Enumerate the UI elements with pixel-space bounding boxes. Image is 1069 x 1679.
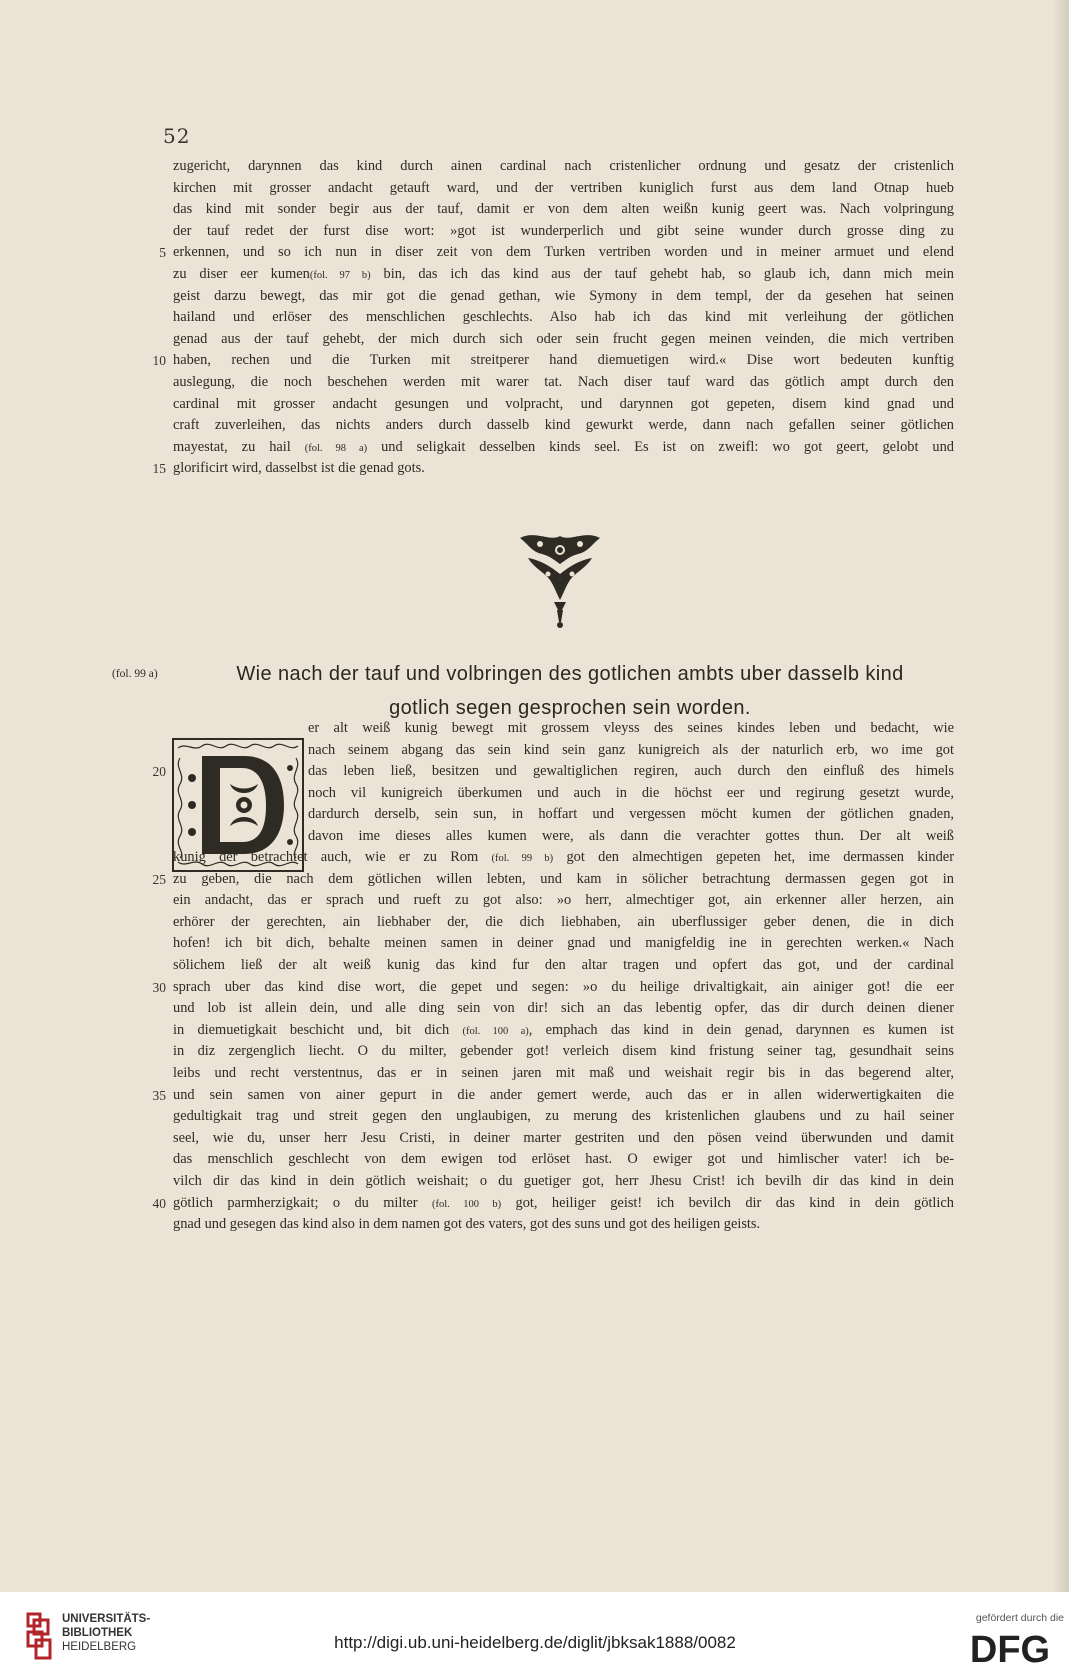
text-line <box>173 1195 954 1212</box>
text-line: gnad und gesegen das kind also in dem namen got des vaters, got des suns und got des heiligen geists. <box>173 1216 761 1233</box>
text-line: das leben ließ, besitzen und gewaltiglichen regiren, auch durch den einfluß des himels <box>308 763 954 780</box>
ub-name-line-1: UNIVERSITÄTS- <box>62 1613 151 1625</box>
folio-marker: (fol. 99 b) <box>491 853 554 864</box>
text-line: davon ime dieses alles kumen were, als dann die verachter gottes thun. Der alt weiß <box>308 828 954 844</box>
text-line: hofen! ich bit dich, behalte meinen samen in deiner gnad und manigfeldig ine in gerechten werken.« Nach <box>173 935 954 952</box>
text-line: erhörer der gerechten, ain liebhaber der, die dich liebhaben, ain uberflussiger geber denen, die in dich <box>173 913 954 930</box>
text-line: leibs und recht verstentnus, das er in seinen jaren mit maß und weishait regir bis in das begerend alter, <box>173 1065 954 1081</box>
line-number: 20 <box>152 764 166 780</box>
text-line: das menschlich geschlecht von dem ewigen tod erlöset hast. O ewiger got und himlischer vater! ich be- <box>173 1151 954 1168</box>
section-heading-line-1: Wie nach der tauf und volbringen des gotlichen ambts uber dasselb kind <box>236 663 904 685</box>
text-line: dardurch derselb, sein sun, in hoffart und vergessen möcht kumen der götlichen gnaden, <box>308 806 954 823</box>
heading-folio-marker: (fol. 99 a) <box>112 668 158 680</box>
page-number: 52 <box>163 124 191 148</box>
line-number: 25 <box>152 871 166 887</box>
text-line: und sein samen von ainer gepurt in die ander gemert werde, auch das er in allen widerwertigkaiten die <box>173 1086 954 1103</box>
text-line: kirchen mit grosser andacht getauft ward, und der vertriben kuniglich furst aus dem land Otnap hueb <box>173 179 954 196</box>
text-segment: mayestat, zu hail <box>173 438 305 455</box>
text-line: craft zuverleihen, das nichts anders durch dasselb kind gewurkt werde, dann nach gefallen seiner götlichen <box>173 417 954 434</box>
dropcap-letter: D <box>172 738 173 739</box>
section-heading-line-2: gotlich segen gesprochen sein worden. <box>389 697 751 719</box>
text-line: ein andacht, das er sprach und rueft zu got also: »o herr, almechtiger got, ain erkenner aller herzen, ain <box>173 892 954 909</box>
text-line: sprach uber das kind dise wort, die gepet und segen: »o du heilige drivaltigkait, ain ainiger got! die eer <box>173 978 954 995</box>
text-line: zugericht, darynnen das kind durch ainen cardinal nach cristenlicher ordnung und gesatz der cristenlich <box>173 158 954 174</box>
text-line: vilch dir das kind in dein götlich weishait; o du guetiger got, herr Jhesu Crist! ich bevilh dir das kind in dein <box>173 1173 954 1189</box>
line-number: 5 <box>159 245 166 261</box>
line-number: 30 <box>152 979 166 995</box>
text-segment: in diemuetigkait beschicht und, bit dich <box>173 1021 463 1038</box>
sponsor-label: gefördert durch die <box>975 1612 1064 1624</box>
text-line: seel, wie du, unser herr Jesu Cristi, in deiner marter gestriten und den pösen veind überwunden und damit <box>173 1129 954 1146</box>
folio-marker: (fol. 100 b) <box>432 1198 502 1210</box>
text-line: gedultigkait trag und streit gegen den unglaubigen, zu merung des kristenlichen glaubens und zu hail seiner <box>173 1108 954 1125</box>
text-line: in diz zergenglich liecht. O du milter, gebender got! verleich disem kind fristung seiner tag, gesundhait seins <box>173 1043 954 1060</box>
line-number: 40 <box>152 1195 166 1211</box>
text-line <box>173 849 954 866</box>
text-line: er alt weiß kunig bewegt mit grossem vleyss des seines kindes leben und bedacht, wie <box>308 720 954 736</box>
text-segment: got, heiliger geist! ich bevilch dir das kind in dein götlich <box>501 1194 954 1211</box>
text-line: hailand und erlöser des menschlichen geschlechts. Also hab ich das kind mit verleihung der götlichen <box>173 309 954 326</box>
text-line: zu geben, die nach dem götlichen willen lebten, und kam in sölicher betrachtung dermassen gegen got in <box>173 870 954 887</box>
text-line: cardinal mit grosser andacht gesungen und volpracht, und darynnen got gepeten, disem kind gnad und <box>173 395 954 412</box>
text-line: nach seinem abgang das sein kind sein ganz kunigreich als der naturlich erb, wo ime got <box>308 741 954 758</box>
line-number: 10 <box>152 353 166 369</box>
text-line <box>173 1022 954 1039</box>
text-line <box>173 439 954 456</box>
page-edge-shadow <box>1053 0 1069 1592</box>
ornament-vignette-icon <box>510 530 610 630</box>
folio-marker: (fol. 97 b) <box>309 270 371 281</box>
line-number: 35 <box>152 1087 166 1103</box>
permalink-url[interactable]: http://digi.ub.uni-heidelberg.de/diglit/jbksak1888/0082 <box>334 1633 736 1652</box>
ub-heidelberg-name[interactable] <box>62 1612 150 1654</box>
text-line: sölichem ließ der alt weiß kunig das kind fur den altar tragen und opfert das got, und der cardinal <box>173 957 954 973</box>
text-line: auslegung, die noch beschehen werden mit warer tat. Nach diser tauf ward das götlich ampt durch den <box>173 374 954 390</box>
folio-marker: (fol. 100 a) <box>462 1025 529 1037</box>
text-line: das kind mit sonder begir aus der tauf, damit er von dem alten weißn kunig geert was. Nach volpringung <box>173 201 954 218</box>
text-segment: kunig der betrachtet auch, wie er zu Rom <box>173 849 492 865</box>
ub-heidelberg-logo-icon[interactable] <box>24 1610 54 1662</box>
text-segment: götlich parmherzigkait; o du milter <box>173 1194 432 1211</box>
text-line: geist darzu bewegt, das mir got die genad gethan, wie Symony in dem templ, der da gesehen hat seinen <box>173 287 954 304</box>
text-line: noch vil kunigreich überkumen und auch in die höchst eer und regirung gesetzt wurde, <box>308 784 954 801</box>
text-segment: , emphach das kind in dein genad, darynnen es kumen ist <box>528 1021 954 1038</box>
text-line: der tauf redet der furst dise wort: »got ist wunderperlich und gibt seine wunder durch grosse ding zu <box>173 222 954 239</box>
dfg-logo-icon[interactable] <box>956 1628 1064 1668</box>
text-segment: got den almechtigen gepeten het, ime dermassen kinder <box>553 849 954 865</box>
text-segment: bin, das ich das kind aus der tauf gehebt hab, so glaub ich, dann mich mein <box>370 266 954 282</box>
text-line <box>173 266 954 283</box>
text-line: glorificirt wird, dasselbst ist die genad gots. <box>173 460 425 477</box>
ub-name-line-3: HEIDELBERG <box>62 1641 137 1653</box>
line-number: 15 <box>152 461 166 477</box>
dfg-logo-text: DFG <box>969 1629 1051 1668</box>
text-segment: zu diser eer kumen <box>173 266 310 282</box>
text-line: genad aus der tauf gehebt, der mich durch sich oder sein frucht gegen meinen veinden, die mich vertriben <box>173 330 954 347</box>
folio-marker: (fol. 98 a) <box>304 442 368 454</box>
ub-name-line-2: BIBLIOTHEK <box>62 1627 133 1639</box>
text-segment: und seligkait desselben kinds seel. Es ist on zweifl: wo got geert, gelobt und <box>367 438 954 455</box>
text-line: erkennen, und so ich nun in diser zeit von dem Turken vertriben worden und in meiner armuet und elend <box>173 244 954 261</box>
text-line: und lob ist allein dein, und alle ding sein von dir! sich an das lebentig opfer, das dir durch deinen diener <box>173 1000 954 1017</box>
text-line: haben, rechen und die Turken mit streitperer hand diemuetigen wird.« Dise wort bedeuten kunftig <box>173 352 954 369</box>
